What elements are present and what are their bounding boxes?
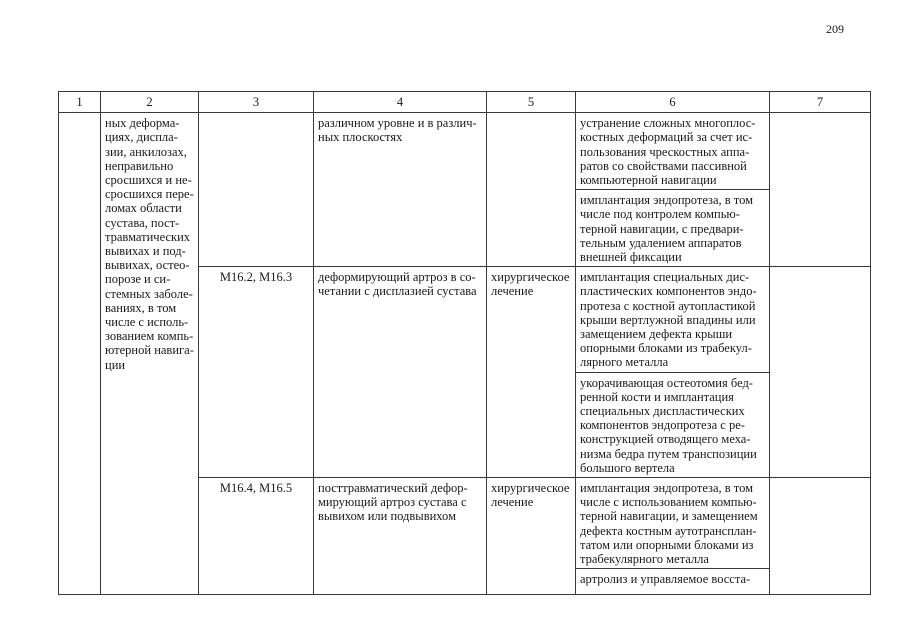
cell-text-line: порозе и си-: [105, 272, 171, 287]
cell-text-line: различном уровне и в различ-: [318, 116, 477, 131]
cell-text-line: посттравматический дефор-: [318, 481, 468, 496]
cell-text-line: ции: [105, 357, 126, 372]
cell-text-line: ютерной навига-: [105, 343, 194, 358]
cell-text-line: вывихах и под-: [105, 244, 186, 259]
cell-text-line: сросшихся и не-: [105, 173, 192, 188]
cell-text-line: терной навигации, с предвари-: [580, 221, 744, 236]
column-header-2: 2: [101, 92, 199, 113]
cell-text-line: ратов со свойствами пассивной: [580, 158, 747, 173]
column-header-6: 6: [576, 92, 770, 113]
cell-text-line: укорачивающая остеотомия бед-: [580, 375, 753, 390]
treatment-method-cell: [576, 190, 770, 267]
cell-text-line: ных деформа-: [105, 116, 180, 131]
column-header-4: 4: [314, 92, 487, 113]
treatment-method-cell: [576, 478, 770, 569]
page-number: 209: [826, 22, 844, 36]
cell-text-line: конструкцией отводящего меха-: [580, 432, 751, 447]
cell-text-line: циях, диспла-: [105, 130, 178, 145]
cell-text-line: вывихах, остео-: [105, 258, 190, 273]
cell-text-line: имплантация специальных дис-: [580, 270, 750, 285]
column-7-cell: [770, 113, 871, 267]
cell-text-line: устранение сложных многоплос-: [580, 116, 756, 131]
cell-text-line: неправильно: [105, 158, 174, 173]
cell-text-line: имплантация эндопротеза, в том: [580, 481, 754, 496]
condition-description-cell: [101, 113, 199, 595]
cell-text-line: сустава, пост-: [105, 215, 180, 230]
treatment-type-cell: [487, 478, 576, 595]
cell-text-line: артролиз и управляемое восста-: [580, 572, 751, 587]
cell-text-line: имплантация эндопротеза, в том: [580, 193, 754, 208]
cell-text-line: костных деформаций за счет ис-: [580, 130, 753, 145]
cell-text-line: внешней фиксации: [580, 250, 682, 265]
column-header-7: 7: [770, 92, 871, 113]
cell-text-line: дефекта костным аутотрансплан-: [580, 523, 757, 538]
cell-text-line: ваниях, в том: [105, 300, 177, 315]
icd-code-cell: M16.2, M16.3: [199, 267, 314, 478]
cell-text-line: зованием компь-: [105, 329, 194, 344]
disease-cell: [314, 267, 487, 478]
treatment-method-cell: [576, 113, 770, 190]
cell-text-line: числе с исполь-: [105, 315, 189, 330]
column-header-1: 1: [59, 92, 101, 113]
cell-text-line: сросшихся пере-: [105, 187, 194, 202]
treatment-method-cell: [576, 372, 770, 477]
cell-text-line: деформирующий артроз в со-: [318, 270, 476, 285]
header-row: [59, 92, 871, 113]
cell-text-line: специальных диспластических: [580, 404, 745, 419]
medical-care-table: [58, 91, 871, 595]
cell-text-line: низма бедра путем транспозиции: [580, 446, 757, 461]
treatment-type-cell: [487, 113, 576, 267]
cell-text-line: ломах области: [105, 201, 182, 216]
column-1-cell: [59, 113, 101, 595]
cell-text-line: лечение: [491, 284, 534, 299]
cell-text-line: протеза с костной аутопластикой: [580, 298, 756, 313]
disease-cell: [314, 478, 487, 595]
cell-text-line: компьютерной навигации: [580, 173, 717, 188]
cell-text-line: татом или опорными блоками из: [580, 537, 754, 552]
cell-text-line: травматических: [105, 229, 191, 244]
cell-text-line: терной навигации, и замещением: [580, 509, 758, 524]
table-row: [59, 113, 871, 190]
cell-text-line: ных плоскостях: [318, 130, 403, 145]
cell-text-line: числе с использованием компью-: [580, 495, 757, 510]
disease-cell: [314, 113, 487, 267]
cell-text-line: хирургическое: [491, 270, 570, 285]
cell-text-line: опорными блоками из трабекул-: [580, 341, 752, 356]
cell-text-line: ренной кости и имплантация: [580, 389, 734, 404]
treatment-method-cell: [576, 267, 770, 372]
icd-code-cell: M16.4, M16.5: [199, 478, 314, 595]
cell-text-line: стемных заболе-: [105, 286, 193, 301]
treatment-type-cell: [487, 267, 576, 478]
cell-text-line: мирующий артроз сустава с: [318, 495, 467, 510]
table-body: [59, 113, 871, 595]
cell-text-line: трабекулярного металла: [580, 552, 709, 567]
column-7-cell: [770, 478, 871, 595]
cell-text-line: пластических компонентов эндо-: [580, 284, 757, 299]
cell-text-line: числе под контролем компью-: [580, 207, 740, 222]
column-header-3: 3: [199, 92, 314, 113]
column-header-5: 5: [487, 92, 576, 113]
cell-text-line: лечение: [491, 495, 534, 510]
cell-text-line: пользования чрескостных аппа-: [580, 144, 750, 159]
cell-text-line: компонентов эндопротеза с ре-: [580, 418, 745, 433]
cell-text-line: крыши вертлужной впадины или: [580, 312, 756, 327]
cell-text-line: большого вертела: [580, 460, 675, 475]
icd-code-cell: [199, 113, 314, 267]
cell-text-line: хирургическое: [491, 481, 570, 496]
cell-text-line: тельным удалением аппаратов: [580, 235, 742, 250]
cell-text-line: лярного металла: [580, 355, 669, 370]
cell-text-line: зии, анкилозах,: [105, 144, 187, 159]
cell-text-line: четании с дисплазией сустава: [318, 284, 477, 299]
cell-text-line: замещением дефекта крыши: [580, 327, 733, 342]
cell-text-line: вывихом или подвывихом: [318, 509, 456, 524]
column-7-cell: [770, 267, 871, 478]
treatment-method-cell: [576, 569, 770, 595]
